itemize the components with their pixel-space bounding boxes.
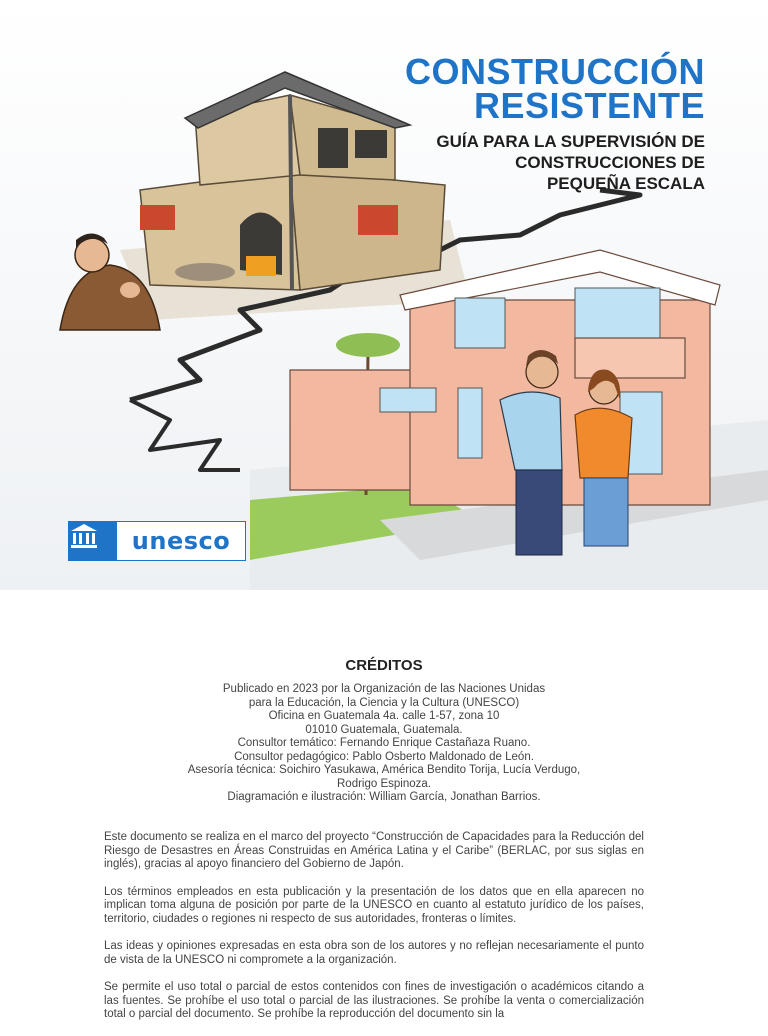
subtitle — [405, 131, 705, 194]
credits-heading: CRÉDITOS — [345, 657, 423, 674]
credits-line: Publicado en 2023 por la Organización de las Naciones Unidas — [222, 683, 546, 695]
paragraph-terms: Los términos empleados en esta publicación y la presentación de los datos que en ella aparecen no implican toma alguna de posición por parte de la UNESCO en cuanto al estatuto jurídico de los países, territorio, ciudades o regiones ni respecto de sus autoridades, fronteras o límites. — [104, 885, 644, 925]
subtitle-line-3: PEQUEÑA ESCALA — [546, 174, 705, 193]
subtitle-line-2: CONSTRUCCIONES DE — [515, 153, 705, 172]
unesco-logo — [68, 521, 246, 561]
credits-line: Asesoría técnica: Soichiro Yasukawa, América Bendito Torija, Lucía Verdugo, — [187, 764, 581, 776]
credits-line: Consultor temático: Fernando Enrique Castañaza Ruano. — [237, 737, 531, 749]
credits-line: para la Educación, la Ciencia y la Cultura (UNESCO) — [248, 696, 520, 709]
credits-line: Oficina en Guatemala 4a. calle 1-57, zona 10 — [268, 710, 500, 722]
paragraph-opinions: Las ideas y opiniones expresadas en esta obra son de los autores y no reflejan necesariamente el punto de vista de la UNESCO ni compromete a la organización. — [104, 940, 644, 966]
logo-wordmark: unesco — [131, 527, 231, 555]
title-line-1: CONSTRUCCIÓN — [405, 51, 705, 92]
legal-text — [104, 831, 644, 1036]
credits-line: 01010 Guatemala, Guatemala. — [305, 723, 463, 736]
temple-icon — [69, 522, 117, 560]
cover-title-block — [405, 51, 705, 194]
paragraph-usage: Se permite el uso total o parcial de estos contenidos con fines de investigación o académicos citando a las fuentes. Se prohíbe el uso total o parcial de las ilustraciones. Se prohíbe la venta o comercialización total o parcial del documento. Se prohíbe la reproducción del documento sin la — [104, 981, 644, 1020]
title-line-2: RESISTENTE — [473, 85, 705, 126]
credits-line: Rodrigo Espinoza. — [337, 777, 431, 790]
credits-line: Diagramación e ilustración: William García, Jonathan Barrios. — [227, 791, 541, 803]
subtitle-line-1: GUÍA PARA LA SUPERVISIÓN DE — [436, 132, 705, 151]
credits-line: Consultor pedagógico: Pablo Osberto Maldonado de León. — [234, 750, 534, 763]
paragraph-project: Este documento se realiza en el marco del proyecto “Construcción de Capacidades para la Reducción del Riesgo de Desastres en Áreas Construidas en América Latina y el Caribe” (BERLAC, por sus siglas en inglés), gracias al apoyo financiero del Gobierno de Japón. — [104, 831, 644, 870]
credits-list — [0, 683, 768, 805]
